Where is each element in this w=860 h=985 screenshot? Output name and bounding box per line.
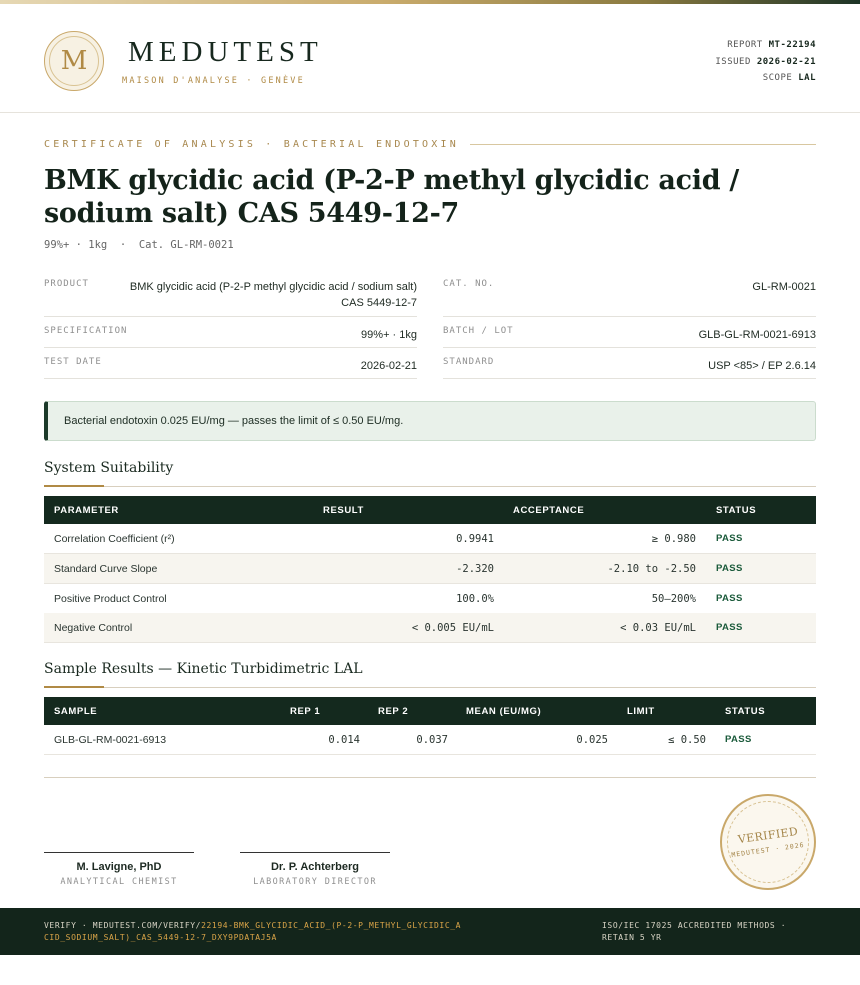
table-row — [44, 554, 816, 584]
issued-label: ISSUED — [715, 56, 751, 67]
suitability-section-rule — [44, 486, 816, 487]
suitability-section-accent — [44, 485, 104, 487]
signature-block-chemist — [44, 852, 194, 887]
standard-value: USP <85> / EP 2.6.14 — [708, 360, 816, 372]
table-row — [44, 524, 816, 554]
signatory-role: LABORATORY DIRECTOR — [253, 877, 377, 887]
signatory-role: ANALYTICAL CHEMIST — [60, 877, 178, 887]
column-header: MEAN (EU/MG) — [466, 706, 542, 717]
suitability-table-header — [44, 496, 816, 524]
accreditation-note: ISO/IEC 17025 ACCREDITED METHODS · RETAIN 5 YR — [602, 921, 787, 942]
status-badge: PASS — [716, 622, 743, 633]
column-header: ACCEPTANCE — [513, 505, 585, 516]
parameter-cell: Negative Control — [54, 622, 133, 634]
table-row — [44, 584, 816, 614]
samples-section-accent — [44, 686, 104, 688]
issued-line — [715, 54, 816, 71]
signatory-name: Dr. P. Achterberg — [270, 861, 360, 873]
batch-lot-label: BATCH / LOT — [443, 326, 514, 336]
scope-line — [715, 70, 816, 87]
product-label: PRODUCT — [44, 279, 89, 289]
brand-name: MEDUTEST — [128, 36, 323, 68]
product-title: BMK glycidic acid (P-2-P methyl glycidic acid / sodium salt) CAS 5449-12-7 — [44, 165, 739, 229]
page-header — [0, 4, 860, 113]
parameter-cell: Correlation Coefficient (r²) — [54, 533, 175, 545]
specification-value: 99%+ · 1kg — [361, 329, 417, 341]
test-date-field — [44, 356, 417, 379]
acceptance-cell: ≥ 0.980 — [651, 533, 696, 545]
report-meta — [715, 37, 816, 87]
batch-lot-value: GLB-GL-RM-0021-6913 — [698, 329, 816, 341]
cat-no-field — [443, 277, 816, 317]
cat-no-value: GL-RM-0021 — [752, 281, 816, 293]
seal-sub-text: MEDUTEST · 2026 — [730, 840, 806, 860]
acceptance-cell: -2.10 to -2.50 — [607, 563, 696, 575]
scope-value: LAL — [798, 73, 816, 83]
result-cell: < 0.005 EU/mL — [411, 622, 494, 634]
samples-section-title: Sample Results — Kinetic Turbidimetric LAL — [44, 661, 363, 677]
report-number-line — [715, 37, 816, 54]
table-row — [44, 725, 816, 755]
seal-main-text: VERIFIED — [737, 824, 799, 847]
column-header: PARAMETER — [54, 505, 119, 516]
samples-table-header — [44, 697, 816, 725]
verify-link[interactable]: 22194-BMK_GLYCIDIC_ACID_(P-2-P_METHYL_GLYCIDIC_ACID_SODIUM_SALT)_CAS_5449-12-7_DXY9PDATAJ5A — [44, 921, 462, 942]
product-subline: 99%+ · 1kg · Cat. GL-RM-0021 — [44, 239, 234, 251]
eyebrow-divider — [470, 144, 816, 145]
column-header: REP 2 — [378, 706, 409, 717]
status-badge: PASS — [725, 734, 752, 745]
standard-field — [443, 356, 816, 379]
result-summary-text: Bacterial endotoxin 0.025 EU/mg — passes the limit of ≤ 0.50 EU/mg. — [64, 415, 404, 427]
signatory-name: M. Lavigne, PhD — [76, 861, 162, 873]
specification-label: SPECIFICATION — [44, 326, 128, 336]
brand-logo — [44, 31, 104, 91]
report-number: MT-22194 — [768, 40, 816, 50]
column-header: LIMIT — [627, 706, 655, 717]
rep2-cell: 0.037 — [416, 734, 448, 746]
product-value: BMK glycidic acid (P-2-P methyl glycidic acid / sodium salt) CAS 5449-12-7 — [129, 281, 417, 309]
parameter-cell: Positive Product Control — [54, 593, 167, 605]
signature-divider — [44, 777, 816, 778]
column-header: SAMPLE — [54, 706, 98, 717]
column-header: STATUS — [725, 706, 766, 717]
logo-monogram: M — [60, 46, 88, 76]
verify-line — [44, 920, 464, 944]
specification-field — [44, 325, 417, 348]
brand-tagline: MAISON D'ANALYSE · GENÈVE — [122, 76, 305, 86]
result-summary-banner — [44, 401, 816, 441]
result-cell: -2.320 — [456, 563, 494, 575]
sample-id-cell: GLB-GL-RM-0021-6913 — [54, 734, 167, 746]
acceptance-cell: 50–200% — [651, 593, 696, 605]
batch-lot-field — [443, 325, 816, 348]
verified-seal — [720, 794, 816, 890]
acceptance-cell: < 0.03 EU/mL — [620, 622, 696, 634]
signature-block-director — [240, 852, 390, 887]
report-label: REPORT — [727, 40, 763, 50]
result-cell: 100.0% — [456, 593, 494, 605]
cat-no-label: CAT. NO. — [443, 279, 495, 289]
suitability-section-title: System Suitability — [44, 460, 174, 476]
column-header: REP 1 — [290, 706, 321, 717]
scope-label: SCOPE — [762, 73, 793, 83]
column-header: STATUS — [716, 505, 757, 516]
mean-cell: 0.025 — [576, 734, 608, 746]
limit-cell: ≤ 0.50 — [668, 734, 706, 746]
status-badge: PASS — [716, 593, 743, 604]
rep1-cell: 0.014 — [328, 734, 360, 746]
certificate-eyebrow: CERTIFICATE OF ANALYSIS · BACTERIAL ENDOTOXIN — [44, 139, 459, 150]
test-date-value: 2026-02-21 — [360, 360, 417, 372]
result-cell: 0.9941 — [456, 533, 494, 545]
standard-label: STANDARD — [443, 357, 495, 367]
status-badge: PASS — [716, 563, 743, 574]
page-footer — [0, 908, 860, 955]
table-row — [44, 613, 816, 643]
verify-prefix: VERIFY · MEDUTEST.COM/VERIFY/ — [44, 921, 202, 930]
samples-section-rule — [44, 687, 816, 688]
status-badge: PASS — [716, 533, 743, 544]
parameter-cell: Standard Curve Slope — [54, 563, 158, 575]
test-date-label: TEST DATE — [44, 357, 102, 367]
product-field — [44, 277, 417, 317]
column-header: RESULT — [323, 505, 364, 516]
issued-date: 2026-02-21 — [756, 56, 816, 67]
